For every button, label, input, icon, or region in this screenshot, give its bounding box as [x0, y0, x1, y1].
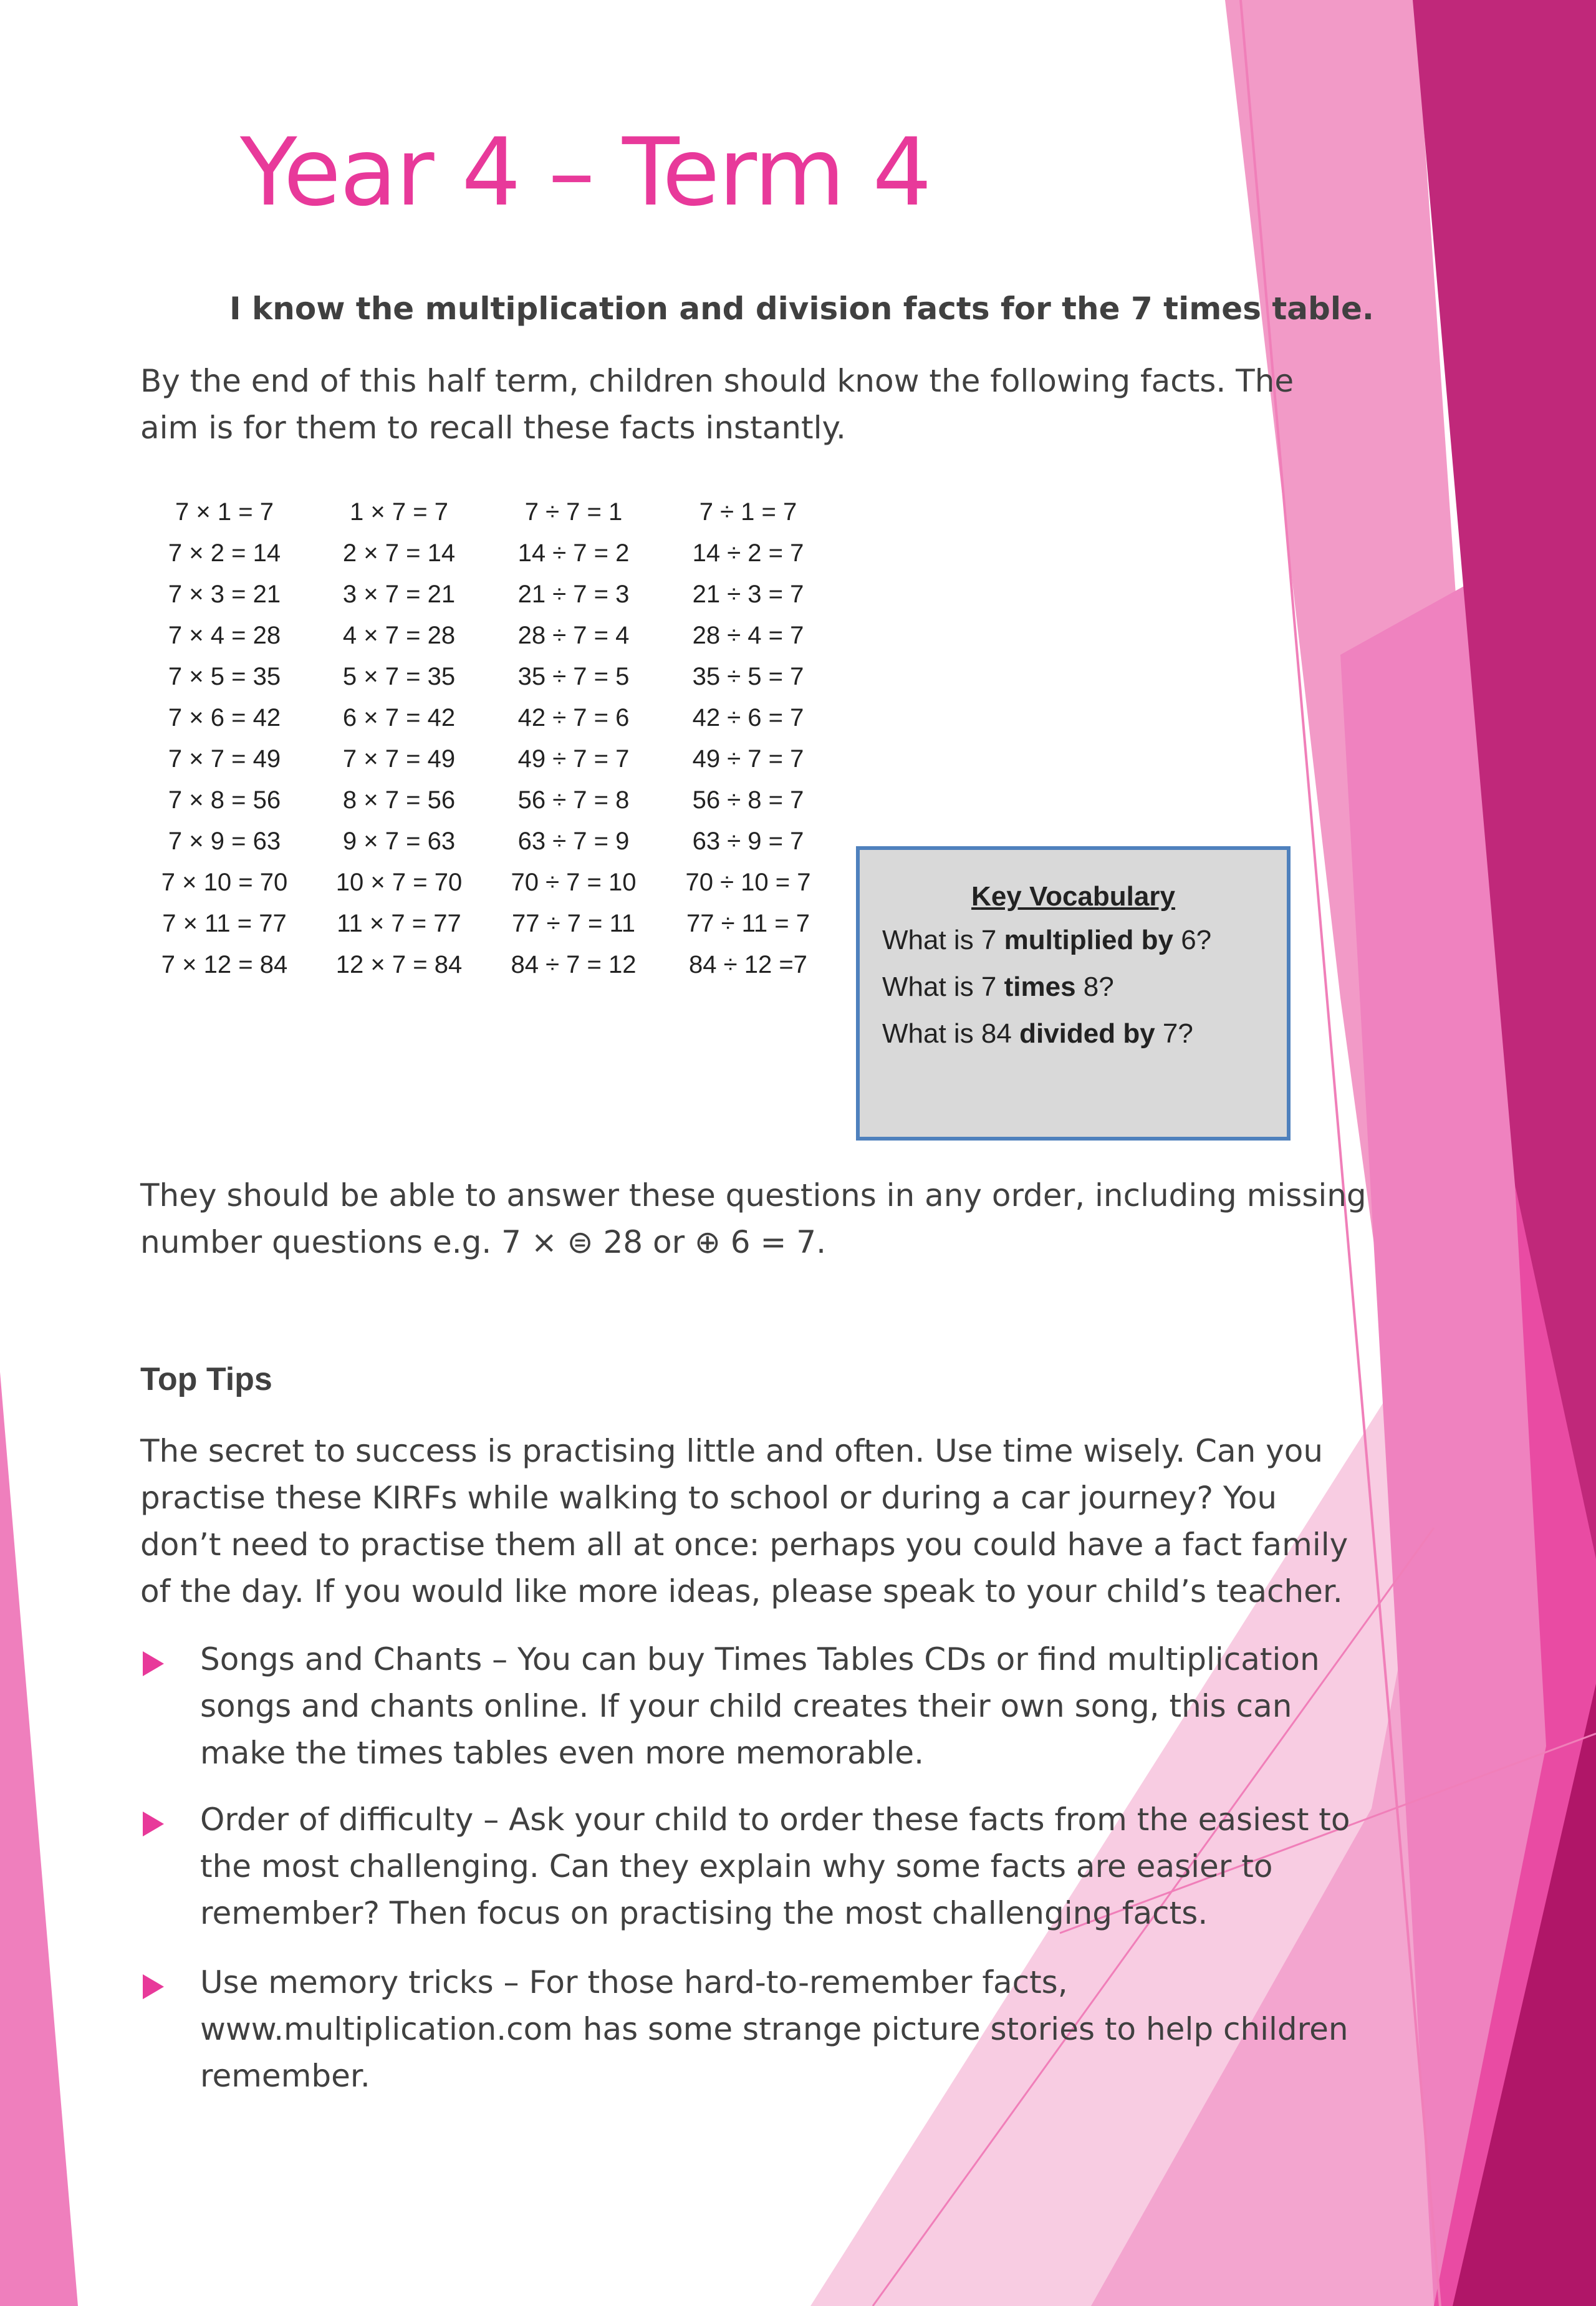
top-tips-heading: Top Tips [140, 1361, 272, 1397]
text-line: Use memory tricks – For those hard-to-remember facts, [200, 1964, 1068, 2000]
table-row [137, 779, 835, 821]
fact-cell: 7 × 4 = 28 [168, 621, 281, 649]
fact-cell: 5 × 7 = 35 [342, 662, 456, 690]
fact-cell: 4 × 7 = 28 [342, 621, 456, 649]
text-line: remember? Then focus on practising the most challenging facts. [200, 1895, 1208, 1931]
fact-cell: 8 × 7 = 56 [342, 786, 456, 814]
facts-table [137, 491, 835, 985]
text-line: www.multiplication.com has some strange picture stories to help children [200, 2011, 1348, 2047]
fact-cell: 42 ÷ 6 = 7 [692, 703, 804, 731]
bullet-songs-and-chants [140, 1636, 1320, 1777]
text-line: of the day. If you would like more ideas, please speak to your child’s teacher. [140, 1573, 1343, 1609]
fact-cell: 28 ÷ 4 = 7 [692, 621, 804, 649]
text-line: remember. [200, 2058, 370, 2094]
fact-cell: 49 ÷ 7 = 7 [517, 745, 630, 773]
vocab-keyword: times [1004, 972, 1076, 1002]
fact-cell: 70 ÷ 10 = 7 [685, 868, 811, 896]
fact-cell: 49 ÷ 7 = 7 [692, 745, 804, 773]
fact-cell: 2 × 7 = 14 [342, 539, 456, 567]
table-row [137, 533, 835, 574]
fact-cell: 11 × 7 = 77 [337, 909, 461, 937]
fact-cell: 7 × 6 = 42 [168, 703, 281, 731]
vocab-text: 6? [1173, 925, 1212, 955]
fact-cell: 84 ÷ 12 =7 [689, 950, 807, 978]
fact-cell: 7 × 3 = 21 [168, 580, 281, 608]
bullet-order-of-difficulty [140, 1797, 1350, 1937]
fact-cell: 7 × 7 = 49 [168, 745, 281, 773]
fact-cell: 63 ÷ 7 = 9 [517, 827, 630, 855]
fact-cell: 21 ÷ 7 = 3 [517, 580, 630, 608]
text-line: songs and chants online. If your child creates their own song, this can [200, 1688, 1292, 1724]
fact-cell: 7 × 8 = 56 [168, 786, 281, 814]
table-row [137, 944, 835, 985]
table-row [137, 862, 835, 903]
vocab-line [882, 972, 1114, 1003]
fact-cell: 35 ÷ 5 = 7 [692, 662, 804, 690]
text-line: Songs and Chants – You can buy Times Tables CDs or find multiplication [200, 1641, 1320, 1677]
fact-cell: 7 ÷ 7 = 1 [524, 498, 623, 526]
fact-cell: 77 ÷ 7 = 11 [511, 909, 636, 937]
fact-cell: 7 × 9 = 63 [168, 827, 281, 855]
fact-cell: 12 × 7 = 84 [335, 950, 463, 978]
fact-cell: 7 × 10 = 70 [161, 868, 288, 896]
vocab-text: 8? [1075, 972, 1114, 1002]
fact-cell: 1 × 7 = 7 [350, 498, 448, 526]
table-row [137, 738, 835, 779]
table-row [137, 821, 835, 862]
triangle-bullet-icon [143, 1812, 164, 1836]
fact-cell: 42 ÷ 7 = 6 [517, 703, 630, 731]
fact-cell: 14 ÷ 7 = 2 [517, 539, 630, 567]
page-title: Year 4 – Term 4 [240, 118, 931, 227]
fact-cell: 84 ÷ 7 = 12 [511, 950, 637, 978]
vocab-text: What is 7 [882, 972, 1004, 1002]
fact-cell: 7 × 5 = 35 [168, 662, 281, 690]
table-row [137, 697, 835, 738]
text-line: The secret to success is practising little and often. Use time wisely. Can you [140, 1433, 1324, 1469]
fact-cell: 21 ÷ 3 = 7 [692, 580, 804, 608]
text-line: the most challenging. Can they explain why some facts are easier to [200, 1848, 1273, 1884]
table-row [137, 574, 835, 615]
fact-cell: 7 ÷ 1 = 7 [699, 498, 797, 526]
learning-objective-heading: I know the multiplication and division facts for the 7 times table. [229, 291, 1374, 327]
fact-cell: 28 ÷ 7 = 4 [517, 621, 630, 649]
fact-cell: 7 × 2 = 14 [168, 539, 281, 567]
vocab-line [882, 925, 1211, 956]
fact-cell: 10 × 7 = 70 [335, 868, 463, 896]
fact-cell: 9 × 7 = 63 [342, 827, 456, 855]
fact-cell: 7 × 11 = 77 [162, 909, 287, 937]
text-line: make the times tables even more memorable. [200, 1735, 924, 1771]
triangle-bullet-icon [143, 1651, 164, 1676]
vocab-line [882, 1018, 1193, 1049]
fact-cell: 14 ÷ 2 = 7 [692, 539, 804, 567]
fact-cell: 7 × 7 = 49 [342, 745, 456, 773]
table-row [137, 903, 835, 944]
tips-paragraph [140, 1428, 1348, 1615]
text-line: number questions e.g. 7 × ⊜ 28 or ⊕ 6 = 7. [140, 1224, 826, 1260]
left-pink-strip [0, 1372, 78, 2306]
fact-cell: 56 ÷ 7 = 8 [517, 786, 630, 814]
fact-cell: 56 ÷ 8 = 7 [692, 786, 804, 814]
text-line: Order of difficulty – Ask your child to order these facts from the easiest to [200, 1802, 1350, 1838]
vocab-keyword: multiplied by [1004, 925, 1173, 955]
fact-cell: 7 × 1 = 7 [175, 498, 274, 526]
text-line: practise these KIRFs while walking to school or during a car journey? You [140, 1480, 1277, 1516]
table-row [137, 491, 835, 533]
fact-cell: 63 ÷ 9 = 7 [692, 827, 804, 855]
text-line: By the end of this half term, children should know the following facts. The [140, 363, 1294, 399]
vocab-title: Key Vocabulary [971, 881, 1175, 912]
triangle-bullet-icon [143, 1974, 164, 1999]
fact-cell: 7 × 12 = 84 [161, 950, 288, 978]
table-row [137, 656, 835, 697]
fact-cell: 35 ÷ 7 = 5 [517, 662, 630, 690]
vocab-text: 7? [1155, 1018, 1193, 1049]
bullet-memory-tricks [140, 1959, 1348, 2100]
fact-cell: 3 × 7 = 21 [342, 580, 456, 608]
key-vocabulary-box [856, 846, 1291, 1141]
vocab-text: What is 7 [882, 925, 1004, 955]
fact-cell: 70 ÷ 7 = 10 [511, 868, 637, 896]
text-line: don’t need to practise them all at once: perhaps you could have a fact family [140, 1527, 1348, 1563]
text-line: aim is for them to recall these facts instantly. [140, 410, 846, 446]
fact-cell: 77 ÷ 11 = 7 [686, 909, 810, 937]
missing-number-paragraph [140, 1172, 1367, 1266]
fact-cell: 6 × 7 = 42 [342, 703, 456, 731]
vocab-keyword: divided by [1019, 1018, 1155, 1049]
vocab-text: What is 84 [882, 1018, 1020, 1049]
table-row [137, 615, 835, 656]
intro-paragraph [140, 358, 1294, 451]
text-line: They should be able to answer these questions in any order, including missing [140, 1177, 1367, 1213]
